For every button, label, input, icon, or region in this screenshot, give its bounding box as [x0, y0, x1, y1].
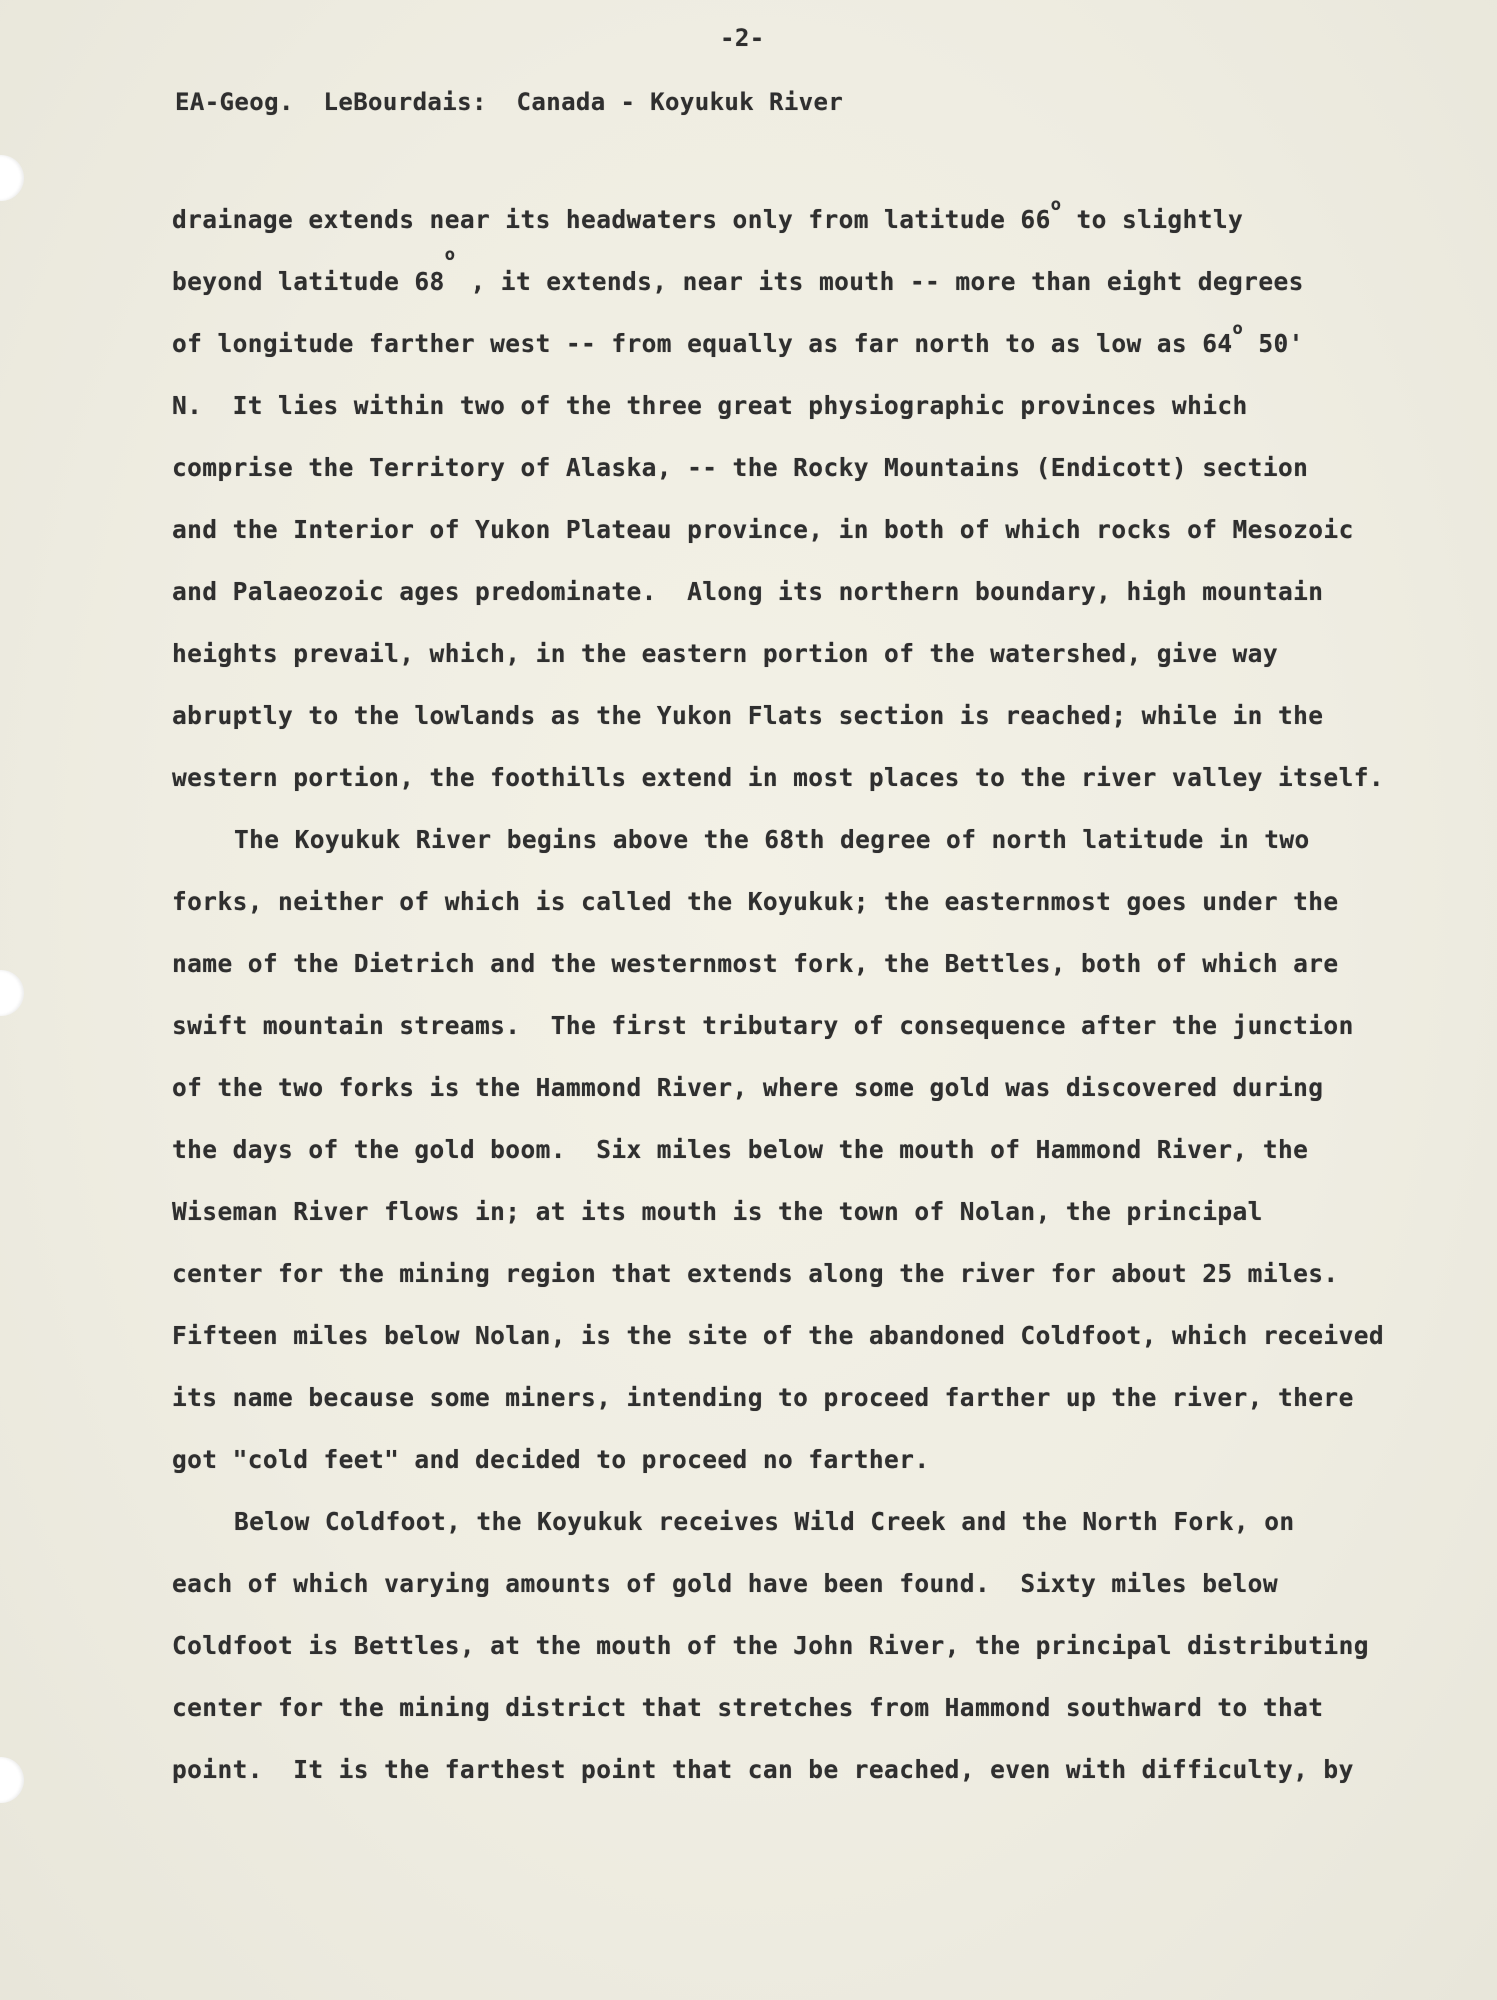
text-line: center for the mining district that stretches from Hammond southward to that — [172, 1693, 1324, 1722]
text-line: of the two forks is the Hammond River, where some gold was discovered during — [172, 1073, 1324, 1102]
text-line: beyond latitude 68$^o$ , it extends, near its mouth -- more than eight degrees — [172, 245, 1304, 296]
text-line: swift mountain streams. The first tributary of consequence after the junction — [172, 1011, 1354, 1040]
text-line: got "cold feet" and decided to proceed no farther. — [172, 1445, 930, 1474]
text-line: of longitude farther west -- from equally as far north to as low as 64$^o$ 50' — [172, 319, 1304, 358]
text-line: western portion, the foothills extend in most places to the river valley itself. — [172, 763, 1385, 792]
text-line: Coldfoot is Bettles, at the mouth of the John River, the principal distributing — [172, 1631, 1369, 1660]
punch-hole — [0, 970, 24, 1016]
text-line: comprise the Territory of Alaska, -- the Rocky Mountains (Endicott) section — [172, 453, 1309, 482]
degree-mark: o — [1050, 195, 1062, 215]
text-line: The Koyukuk River begins above the 68th degree of north latitude in two — [234, 825, 1310, 854]
text-line: Fifteen miles below Nolan, is the site of the abandoned Coldfoot, which received — [172, 1321, 1385, 1350]
page-number: -2- — [720, 24, 765, 52]
text-line: center for the mining region that extends along the river for about 25 miles. — [172, 1259, 1339, 1288]
text-line: and the Interior of Yukon Plateau province, in both of which rocks of Mesozoic — [172, 515, 1354, 544]
punch-hole — [0, 155, 24, 201]
document-header: EA-Geog. LeBourdais: Canada - Koyukuk River — [175, 88, 844, 116]
degree-mark: o — [1232, 319, 1244, 339]
text-line: Wiseman River flows in; at its mouth is the town of Nolan, the principal — [172, 1197, 1263, 1226]
text-line: each of which varying amounts of gold have been found. Sixty miles below — [172, 1569, 1278, 1598]
text-line: drainage extends near its headwaters only from latitude 66$^o$ to slightly — [172, 195, 1244, 234]
text-line: forks, neither of which is called the Koyukuk; the easternmost goes under the — [172, 887, 1339, 916]
punch-hole — [0, 1757, 24, 1803]
text-line: heights prevail, which, in the eastern portion of the watershed, give way — [172, 639, 1278, 668]
text-line: N. It lies within two of the three great physiographic provinces which — [172, 391, 1248, 420]
text-line: and Palaeozoic ages predominate. Along its northern boundary, high mountain — [172, 577, 1324, 606]
text-line: name of the Dietrich and the westernmost fork, the Bettles, both of which are — [172, 949, 1339, 978]
text-line: its name because some miners, intending to proceed farther up the river, there — [172, 1383, 1354, 1412]
text-line: point. It is the farthest point that can be reached, even with difficulty, by — [172, 1755, 1354, 1784]
text-line: the days of the gold boom. Six miles below the mouth of Hammond River, the — [172, 1135, 1309, 1164]
degree-mark: o — [444, 245, 456, 265]
text-line: abruptly to the lowlands as the Yukon Flats section is reached; while in the — [172, 701, 1324, 730]
text-line: Below Coldfoot, the Koyukuk receives Wild Creek and the North Fork, on — [234, 1507, 1295, 1536]
